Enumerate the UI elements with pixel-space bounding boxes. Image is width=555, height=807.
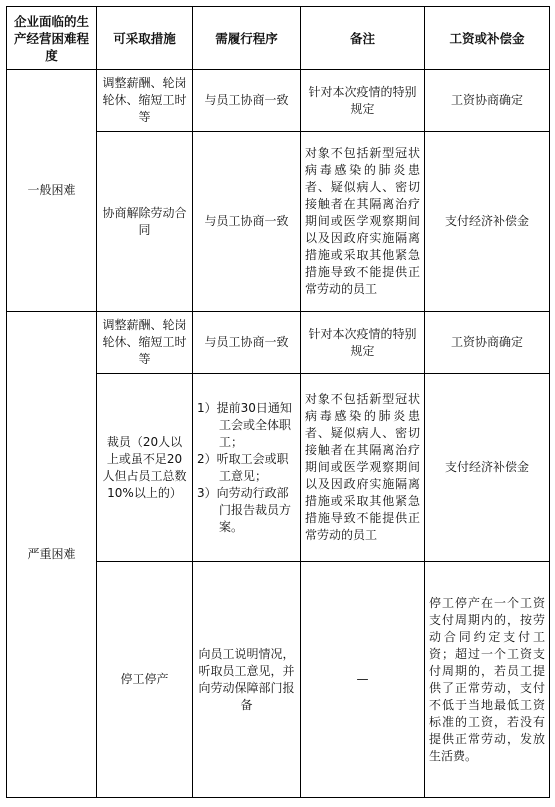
- difficulty-severe: 严重困难: [7, 312, 97, 798]
- table-row: [7, 70, 550, 132]
- procedure-cell: 与员工协商一致: [193, 70, 301, 132]
- measure-cell: 协商解除劳动合同: [97, 132, 193, 312]
- header-procedure: 需履行程序: [193, 7, 301, 70]
- procedure-list: [197, 400, 296, 536]
- note-cell: 对象不包括新型冠状病毒感染的肺炎患者、疑似病人、密切接触者在其隔离治疗期间或医学观察期间以及因政府实施隔离措施或采取其他紧急措施导致不能提供正常劳动的员工: [301, 132, 425, 312]
- pay-cell: 工资协商确定: [425, 70, 550, 132]
- header-difficulty: 企业面临的生产经营困难程度: [7, 7, 97, 70]
- measure-cell: 调整薪酬、轮岗轮休、缩短工时等: [97, 312, 193, 374]
- header-row: [7, 7, 550, 70]
- procedure-step: 2）听取工会或职工意见；: [197, 451, 289, 483]
- procedure-step: 1）提前30日通知工会或全体职工；: [197, 400, 292, 449]
- difficulty-general: 一般困难: [7, 70, 97, 312]
- procedure-step: 3）向劳动行政部门报告裁员方案。: [197, 485, 292, 534]
- procedure-cell: 向员工说明情况，听取员工意见，并向劳动保障部门报备: [193, 562, 301, 798]
- pay-cell: 支付经济补偿金: [425, 374, 550, 562]
- note-cell: 针对本次疫情的特别规定: [301, 70, 425, 132]
- measure-cell: 停工停产: [97, 562, 193, 798]
- pay-cell: 支付经济补偿金: [425, 132, 550, 312]
- header-pay: 工资或补偿金: [425, 7, 550, 70]
- note-cell: 对象不包括新型冠状病毒感染的肺炎患者、疑似病人、密切接触者在其隔离治疗期间或医学观察期间以及因政府实施隔离措施或采取其他紧急措施导致不能提供正常劳动的员工: [301, 374, 425, 562]
- procedure-cell: 与员工协商一致: [193, 132, 301, 312]
- note-cell: —: [301, 562, 425, 798]
- measure-cell: 裁员（20人以上或虽不足20人但占员工总数10%以上的）: [97, 374, 193, 562]
- table-row: [7, 312, 550, 374]
- procedure-cell: [193, 374, 301, 562]
- header-measure: 可采取措施: [97, 7, 193, 70]
- pay-cell: 工资协商确定: [425, 312, 550, 374]
- note-cell: 针对本次疫情的特别规定: [301, 312, 425, 374]
- measure-cell: 调整薪酬、轮岗轮休、缩短工时等: [97, 70, 193, 132]
- pay-cell: 停工停产在一个工资支付周期内的，按劳动合同约定支付工资；超过一个工资支付周期的，若员工提供了正常劳动，支付不低于当地最低工资标准的工资，若没有提供正常劳动，发放生活费。: [425, 562, 550, 798]
- procedure-cell: 与员工协商一致: [193, 312, 301, 374]
- header-note: 备注: [301, 7, 425, 70]
- policy-table: [6, 6, 550, 798]
